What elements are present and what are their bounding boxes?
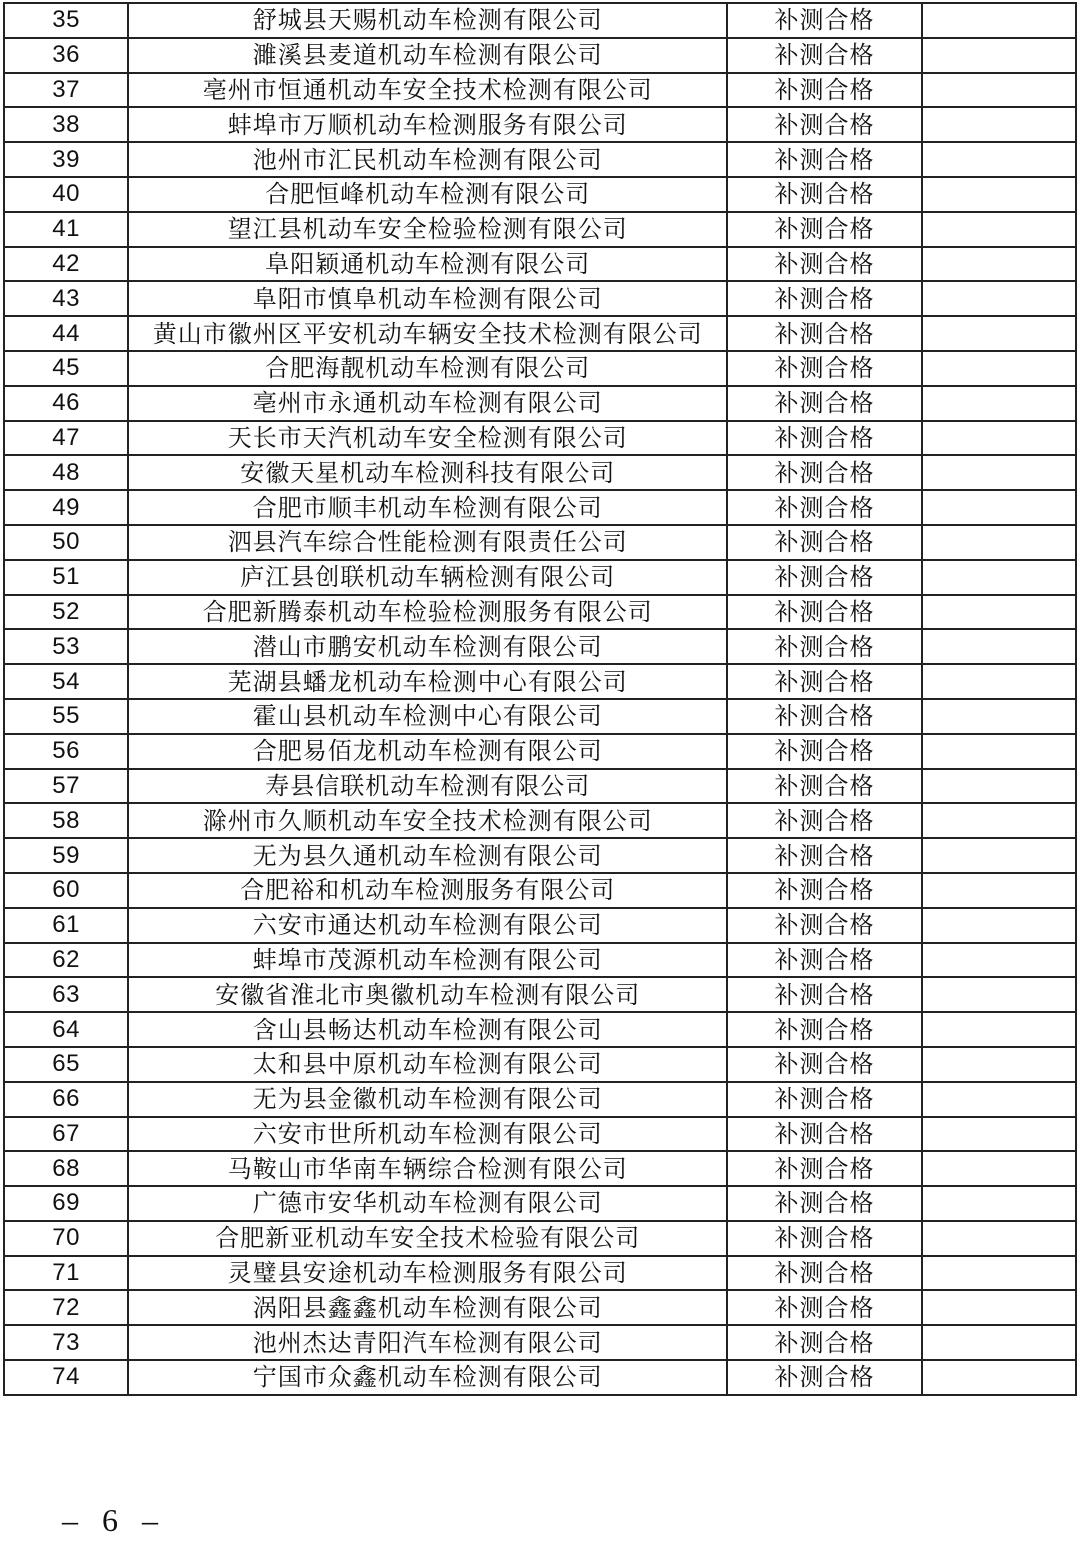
table-row — [4, 247, 1076, 282]
result-cell: 补测合格 — [727, 873, 921, 908]
table-row — [4, 1290, 1076, 1325]
company-name-cell: 无为县久通机动车检测有限公司 — [128, 838, 727, 873]
table-row — [4, 73, 1076, 108]
result-cell: 补测合格 — [727, 595, 921, 630]
table-row — [4, 803, 1076, 838]
company-name-cell: 庐江县创联机动车辆检测有限公司 — [128, 560, 727, 595]
note-cell — [922, 629, 1076, 664]
result-cell: 补测合格 — [727, 560, 921, 595]
note-cell — [922, 1082, 1076, 1117]
row-number-cell: 63 — [4, 977, 128, 1012]
company-name-cell: 太和县中原机动车检测有限公司 — [128, 1047, 727, 1082]
result-cell: 补测合格 — [727, 734, 921, 769]
result-cell: 补测合格 — [727, 490, 921, 525]
result-cell: 补测合格 — [727, 386, 921, 421]
company-name-cell: 安徽天星机动车检测科技有限公司 — [128, 455, 727, 490]
row-number-cell: 61 — [4, 908, 128, 943]
note-cell — [922, 943, 1076, 978]
result-cell: 补测合格 — [727, 1012, 921, 1047]
result-cell: 补测合格 — [727, 421, 921, 456]
row-number-cell: 71 — [4, 1256, 128, 1291]
company-name-cell: 黄山市徽州区平安机动车辆安全技术检测有限公司 — [128, 316, 727, 351]
row-number-cell: 40 — [4, 177, 128, 212]
results-table — [3, 2, 1077, 1396]
company-name-cell: 泗县汽车综合性能检测有限责任公司 — [128, 525, 727, 560]
table-row — [4, 769, 1076, 804]
note-cell — [922, 281, 1076, 316]
note-cell — [922, 525, 1076, 560]
row-number-cell: 51 — [4, 560, 128, 595]
result-cell: 补测合格 — [727, 1256, 921, 1291]
note-cell — [922, 1151, 1076, 1186]
result-cell: 补测合格 — [727, 629, 921, 664]
row-number-cell: 41 — [4, 212, 128, 247]
row-number-cell: 74 — [4, 1360, 128, 1395]
table-row — [4, 908, 1076, 943]
row-number-cell: 53 — [4, 629, 128, 664]
company-name-cell: 广德市安华机动车检测有限公司 — [128, 1186, 727, 1221]
company-name-cell: 亳州市永通机动车检测有限公司 — [128, 386, 727, 421]
result-cell: 补测合格 — [727, 73, 921, 108]
result-cell: 补测合格 — [727, 838, 921, 873]
note-cell — [922, 316, 1076, 351]
table-row — [4, 1117, 1076, 1152]
note-cell — [922, 3, 1076, 38]
row-number-cell: 68 — [4, 1151, 128, 1186]
company-name-cell: 蚌埠市万顺机动车检测服务有限公司 — [128, 107, 727, 142]
company-name-cell: 蚌埠市茂源机动车检测有限公司 — [128, 943, 727, 978]
result-cell: 补测合格 — [727, 3, 921, 38]
company-name-cell: 池州杰达青阳汽车检测有限公司 — [128, 1325, 727, 1360]
note-cell — [922, 386, 1076, 421]
table-row — [4, 177, 1076, 212]
note-cell — [922, 1047, 1076, 1082]
company-name-cell: 阜阳市慎阜机动车检测有限公司 — [128, 281, 727, 316]
company-name-cell: 濉溪县麦道机动车检测有限公司 — [128, 38, 727, 73]
note-cell — [922, 873, 1076, 908]
table-row — [4, 1151, 1076, 1186]
note-cell — [922, 977, 1076, 1012]
company-name-cell: 合肥恒峰机动车检测有限公司 — [128, 177, 727, 212]
note-cell — [922, 1325, 1076, 1360]
company-name-cell: 芜湖县蟠龙机动车检测中心有限公司 — [128, 664, 727, 699]
result-cell: 补测合格 — [727, 142, 921, 177]
row-number-cell: 38 — [4, 107, 128, 142]
result-cell: 补测合格 — [727, 1221, 921, 1256]
result-cell: 补测合格 — [727, 1186, 921, 1221]
table-row — [4, 3, 1076, 38]
row-number-cell: 66 — [4, 1082, 128, 1117]
row-number-cell: 43 — [4, 281, 128, 316]
row-number-cell: 44 — [4, 316, 128, 351]
table-row — [4, 1325, 1076, 1360]
row-number-cell: 58 — [4, 803, 128, 838]
note-cell — [922, 177, 1076, 212]
table-row — [4, 1256, 1076, 1291]
result-cell: 补测合格 — [727, 1325, 921, 1360]
result-cell: 补测合格 — [727, 1290, 921, 1325]
table-row — [4, 107, 1076, 142]
row-number-cell: 60 — [4, 873, 128, 908]
result-cell: 补测合格 — [727, 803, 921, 838]
note-cell — [922, 142, 1076, 177]
result-cell: 补测合格 — [727, 943, 921, 978]
result-cell: 补测合格 — [727, 1151, 921, 1186]
table-body — [4, 3, 1076, 1395]
note-cell — [922, 595, 1076, 630]
note-cell — [922, 38, 1076, 73]
company-name-cell: 合肥海靓机动车检测有限公司 — [128, 351, 727, 386]
row-number-cell: 47 — [4, 421, 128, 456]
row-number-cell: 37 — [4, 73, 128, 108]
result-cell: 补测合格 — [727, 525, 921, 560]
company-name-cell: 舒城县天赐机动车检测有限公司 — [128, 3, 727, 38]
result-cell: 补测合格 — [727, 1082, 921, 1117]
table-row — [4, 560, 1076, 595]
table-row — [4, 977, 1076, 1012]
table-row — [4, 734, 1076, 769]
result-cell: 补测合格 — [727, 212, 921, 247]
row-number-cell: 50 — [4, 525, 128, 560]
result-cell: 补测合格 — [727, 177, 921, 212]
note-cell — [922, 1117, 1076, 1152]
table-row — [4, 1186, 1076, 1221]
row-number-cell: 72 — [4, 1290, 128, 1325]
row-number-cell: 42 — [4, 247, 128, 282]
company-name-cell: 天长市天汽机动车安全检测有限公司 — [128, 421, 727, 456]
table-row — [4, 142, 1076, 177]
table-row — [4, 1012, 1076, 1047]
company-name-cell: 合肥新腾泰机动车检验检测服务有限公司 — [128, 595, 727, 630]
row-number-cell: 65 — [4, 1047, 128, 1082]
table-row — [4, 386, 1076, 421]
row-number-cell: 59 — [4, 838, 128, 873]
row-number-cell: 69 — [4, 1186, 128, 1221]
note-cell — [922, 838, 1076, 873]
table-row — [4, 38, 1076, 73]
result-cell: 补测合格 — [727, 769, 921, 804]
note-cell — [922, 73, 1076, 108]
row-number-cell: 49 — [4, 490, 128, 525]
company-name-cell: 六安市世所机动车检测有限公司 — [128, 1117, 727, 1152]
company-name-cell: 合肥易佰龙机动车检测有限公司 — [128, 734, 727, 769]
note-cell — [922, 107, 1076, 142]
table-row — [4, 699, 1076, 734]
table-row — [4, 1047, 1076, 1082]
row-number-cell: 56 — [4, 734, 128, 769]
result-cell: 补测合格 — [727, 908, 921, 943]
company-name-cell: 宁国市众鑫机动车检测有限公司 — [128, 1360, 727, 1395]
table-row — [4, 629, 1076, 664]
table-row — [4, 316, 1076, 351]
row-number-cell: 45 — [4, 351, 128, 386]
row-number-cell: 57 — [4, 769, 128, 804]
row-number-cell: 64 — [4, 1012, 128, 1047]
result-cell: 补测合格 — [727, 316, 921, 351]
note-cell — [922, 1221, 1076, 1256]
company-name-cell: 马鞍山市华南车辆综合检测有限公司 — [128, 1151, 727, 1186]
company-name-cell: 滁州市久顺机动车安全技术检测有限公司 — [128, 803, 727, 838]
row-number-cell: 35 — [4, 3, 128, 38]
result-cell: 补测合格 — [727, 1360, 921, 1395]
table-row — [4, 525, 1076, 560]
note-cell — [922, 455, 1076, 490]
table-row — [4, 1360, 1076, 1395]
company-name-cell: 亳州市恒通机动车安全技术检测有限公司 — [128, 73, 727, 108]
row-number-cell: 70 — [4, 1221, 128, 1256]
note-cell — [922, 247, 1076, 282]
note-cell — [922, 664, 1076, 699]
result-cell: 补测合格 — [727, 455, 921, 490]
company-name-cell: 霍山县机动车检测中心有限公司 — [128, 699, 727, 734]
table-row — [4, 455, 1076, 490]
row-number-cell: 39 — [4, 142, 128, 177]
result-cell: 补测合格 — [727, 38, 921, 73]
row-number-cell: 48 — [4, 455, 128, 490]
note-cell — [922, 734, 1076, 769]
row-number-cell: 52 — [4, 595, 128, 630]
table-row — [4, 490, 1076, 525]
result-cell: 补测合格 — [727, 1117, 921, 1152]
table-row — [4, 1221, 1076, 1256]
result-cell: 补测合格 — [727, 977, 921, 1012]
note-cell — [922, 1256, 1076, 1291]
table-row — [4, 838, 1076, 873]
company-name-cell: 含山县畅达机动车检测有限公司 — [128, 1012, 727, 1047]
result-cell: 补测合格 — [727, 699, 921, 734]
note-cell — [922, 908, 1076, 943]
company-name-cell: 涡阳县鑫鑫机动车检测有限公司 — [128, 1290, 727, 1325]
note-cell — [922, 560, 1076, 595]
row-number-cell: 55 — [4, 699, 128, 734]
table-row — [4, 873, 1076, 908]
company-name-cell: 灵璧县安途机动车检测服务有限公司 — [128, 1256, 727, 1291]
table-row — [4, 664, 1076, 699]
page-number: – 6 – — [62, 1502, 166, 1538]
company-name-cell: 合肥裕和机动车检测服务有限公司 — [128, 873, 727, 908]
row-number-cell: 67 — [4, 1117, 128, 1152]
result-cell: 补测合格 — [727, 1047, 921, 1082]
company-name-cell: 池州市汇民机动车检测有限公司 — [128, 142, 727, 177]
table-row — [4, 1082, 1076, 1117]
table-row — [4, 212, 1076, 247]
table-row — [4, 595, 1076, 630]
company-name-cell: 望江县机动车安全检验检测有限公司 — [128, 212, 727, 247]
note-cell — [922, 803, 1076, 838]
note-cell — [922, 699, 1076, 734]
table-row — [4, 351, 1076, 386]
table-row — [4, 421, 1076, 456]
company-name-cell: 六安市通达机动车检测有限公司 — [128, 908, 727, 943]
note-cell — [922, 1360, 1076, 1395]
note-cell — [922, 1290, 1076, 1325]
note-cell — [922, 421, 1076, 456]
row-number-cell: 73 — [4, 1325, 128, 1360]
company-name-cell: 阜阳颖通机动车检测有限公司 — [128, 247, 727, 282]
company-name-cell: 合肥新亚机动车安全技术检验有限公司 — [128, 1221, 727, 1256]
table-row — [4, 281, 1076, 316]
table-row — [4, 943, 1076, 978]
result-cell: 补测合格 — [727, 351, 921, 386]
row-number-cell: 46 — [4, 386, 128, 421]
row-number-cell: 62 — [4, 943, 128, 978]
result-cell: 补测合格 — [727, 281, 921, 316]
row-number-cell: 54 — [4, 664, 128, 699]
company-name-cell: 无为县金徽机动车检测有限公司 — [128, 1082, 727, 1117]
result-cell: 补测合格 — [727, 664, 921, 699]
result-cell: 补测合格 — [727, 247, 921, 282]
row-number-cell: 36 — [4, 38, 128, 73]
note-cell — [922, 769, 1076, 804]
note-cell — [922, 1012, 1076, 1047]
note-cell — [922, 212, 1076, 247]
company-name-cell: 合肥市顺丰机动车检测有限公司 — [128, 490, 727, 525]
company-name-cell: 寿县信联机动车检测有限公司 — [128, 769, 727, 804]
company-name-cell: 安徽省淮北市奥徽机动车检测有限公司 — [128, 977, 727, 1012]
note-cell — [922, 1186, 1076, 1221]
note-cell — [922, 351, 1076, 386]
note-cell — [922, 490, 1076, 525]
result-cell: 补测合格 — [727, 107, 921, 142]
company-name-cell: 潜山市鹏安机动车检测有限公司 — [128, 629, 727, 664]
